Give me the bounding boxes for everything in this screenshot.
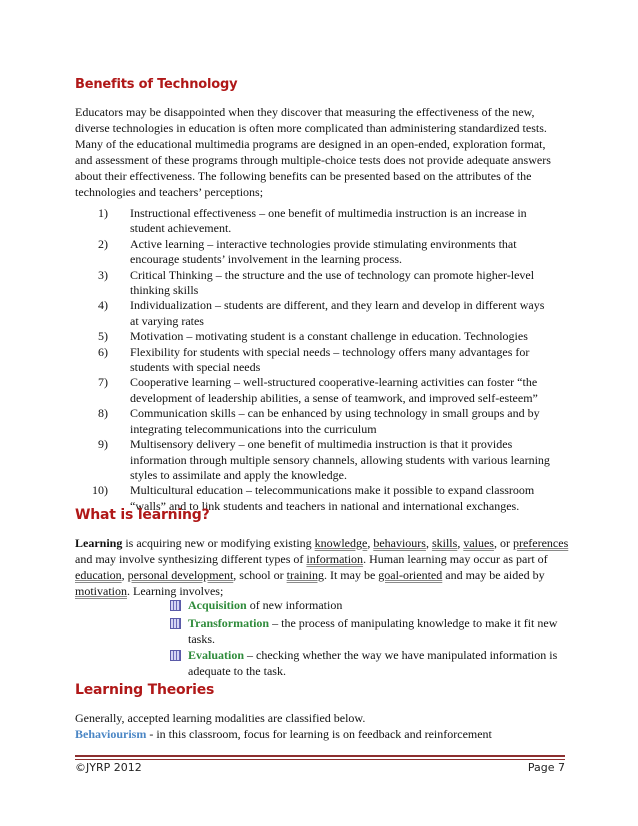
text-run: - in this classroom, focus for learning is on feedback and reinforcement [146,727,492,741]
benefits-list [75,206,575,514]
list-item-text: Instructional effectiveness – one benefit of multimedia instruction is an increase in student achievement. [130,206,527,236]
list-item-number: 3) [98,267,108,282]
list-item [75,329,575,344]
learning-definition-paragraph [75,535,570,599]
link-training[interactable]: training [286,568,324,582]
list-item-text: Multisensory delivery – one benefit of multimedia instruction is that it provides information through multiple sensory channels, allowing students with various learning styles to assimilate and apply the knowledge. [130,437,550,482]
learning-theories-paragraph [75,710,565,742]
text-run: . Human learning may occur as part of [363,552,548,566]
footer-divider-thin [75,759,565,760]
list-item-number: 5) [98,329,108,344]
link-motivation[interactable]: motivation [75,584,127,598]
text-run: , [121,568,128,582]
heading-benefits-of-technology: Benefits of Technology [75,77,238,92]
text-run: . It may be [323,568,379,582]
list-item-number: 6) [98,344,108,359]
list-item-text: Motivation – motivating student is a constant challenge in education. Technologies [130,329,528,344]
benefits-intro-paragraph: Educators may be disappointed when they discover that measuring the effectiveness of the new, diverse technologies in education is often more complicated than administering standardized tests. Many of the educational multimedia programs are designed in an open-ended, exploration format, and assessment of these programs through multiple-choice tests does not provide adequate answers about their effectiveness. The following benefits can be presented based on the attributes of the technologies and teachers’ perceptions; [75,105,551,199]
list-item-text: Individualization – students are different, and they learn and develop in different ways at varying rates [130,298,545,328]
text-run: , or [493,536,513,550]
grid-bullet-icon [170,615,188,647]
footer-divider [75,755,565,757]
list-item-text: Communication skills – can be enhanced by using technology in small groups and by integrating telecommunications into the curriculum [130,406,540,436]
list-item [170,615,570,647]
learning-involves-list [170,597,570,679]
list-item [75,237,575,268]
term-transformation: Transformation [188,616,270,630]
list-item-number: 10) [92,483,108,498]
list-item-number: 8) [98,406,108,421]
list-item-number: 9) [98,437,108,452]
list-item [75,206,575,237]
term-acquisition: Acquisition [188,598,247,612]
list-item-number: 4) [98,298,108,313]
link-preferences[interactable]: preferences [512,536,569,550]
list-item-text: – the process of manipulating knowledge to make it fit new tasks. [188,616,558,646]
list-item-text: Active learning – interactive technologies provide stimulating environments that encourage students’ involvement in the learning process. [130,236,517,267]
text-run: . Learning involves; [127,584,224,598]
list-item-number: 7) [98,375,108,390]
link-personal-development[interactable]: personal development [127,568,234,582]
list-item-text: Critical Thinking – the structure and the use of technology can promote higher-level thinking skills [130,267,535,298]
text-run: , school or [233,568,287,582]
heading-learning-theories: Learning Theories [75,682,215,698]
list-item-text: Multicultural education – telecommunications make it possible to expand classroom “walls” and to link students and teachers in national and international exchanges. [130,483,535,513]
text-run: and may be aided by [442,568,545,582]
list-item-text: of new information [246,598,343,612]
grid-bullet-icon [170,647,188,679]
list-item [75,298,575,329]
term-behaviourism: Behaviourism [75,727,147,741]
link-behaviours[interactable]: behaviours [373,536,426,550]
list-item-number: 1) [98,206,108,220]
list-item [170,647,570,679]
text-run: and may involve synthesizing different types of [75,552,307,566]
link-goal-oriented[interactable]: goal-oriented [378,568,443,582]
link-values[interactable]: values [463,536,494,550]
text-run: is acquiring new or modifying existing [122,536,315,550]
list-item-number: 2) [98,236,108,251]
term-evaluation: Evaluation [188,648,245,662]
grid-bullet-icon [170,597,188,615]
list-item-text: – checking whether the way we have manipulated information is adequate to the task. [188,648,558,678]
text-run: Generally, accepted learning modalities are classified below. [75,711,366,725]
text-run: , [457,536,464,550]
footer-copyright: ©JYRP 2012 [75,761,142,774]
heading-what-is-learning: What is learning? [75,507,210,523]
footer-page-number: Page 7 [527,761,565,774]
text-run: , [367,536,374,550]
list-item-text: Cooperative learning – well-structured cooperative-learning activities can foster “the development of leadership abilities, a sense of teamwork, and improved self-esteem” [130,375,538,405]
list-item [170,597,570,615]
text-run: , [425,536,432,550]
link-education[interactable]: education [75,568,122,582]
list-item-text: Flexibility for students with special needs – technology offers many advantages for students with special needs [130,344,530,375]
link-information[interactable]: information [306,552,364,566]
link-knowledge[interactable]: knowledge [314,536,368,550]
list-item [75,437,575,483]
list-item [75,268,575,299]
list-item [75,406,575,437]
list-item [75,375,575,406]
list-item [75,345,575,376]
link-skills[interactable]: skills [431,536,458,550]
term-learning: Learning [75,536,123,550]
